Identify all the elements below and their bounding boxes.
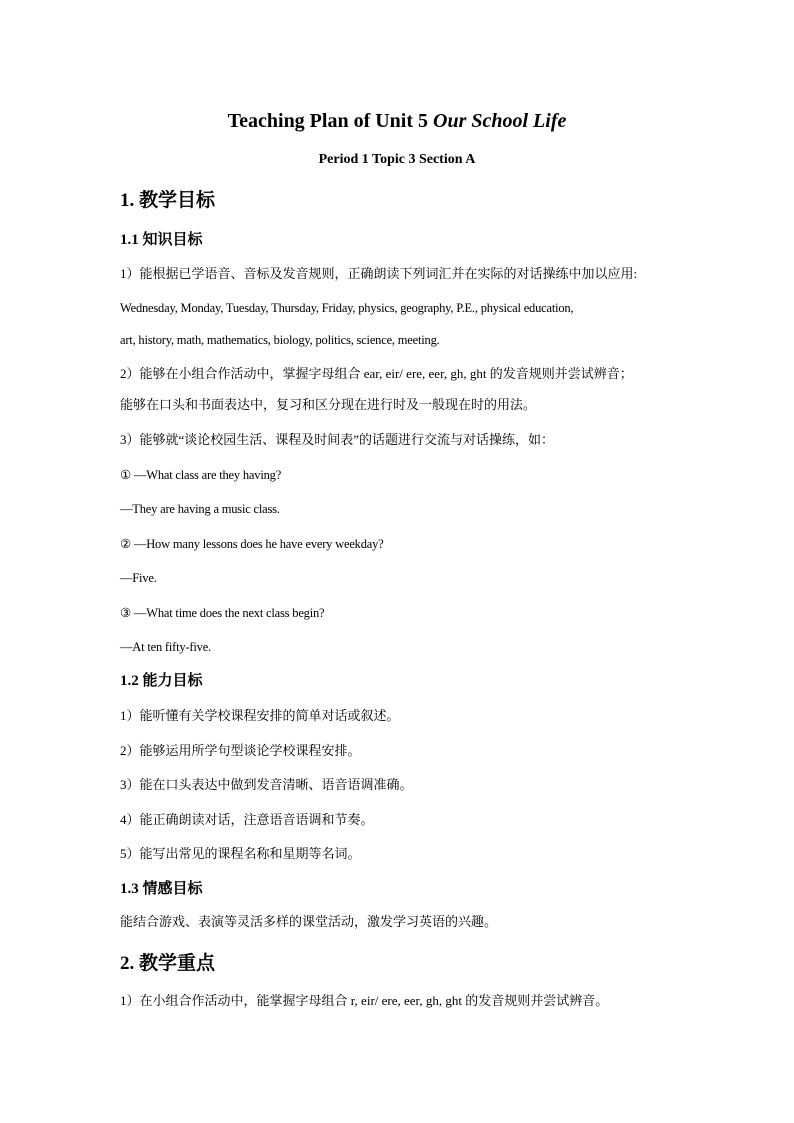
paragraph-line: 1）在小组合作活动中，能掌握字母组合 r, eir/ ere, eer, gh, ght 的发音规则并尝试辨音。 — [120, 993, 609, 1008]
paragraph-line: 1）能听懂有关学校课程安排的简单对话或叙述。 — [120, 708, 400, 723]
paragraph-line: Wednesday, Monday, Tuesday, Thursday, Friday, physics, geography, P.E., physical education, — [120, 301, 574, 315]
dialogue-line: —At ten fifty-five. — [120, 640, 211, 654]
document-title — [0, 108, 794, 134]
paragraph-line: 能够在口头和书面表达中，复习和区分现在进行时及一般现在时的用法。 — [120, 397, 537, 412]
section-heading-objectives: 1. 教学目标 — [120, 190, 216, 211]
section-heading-key-points: 2. 教学重点 — [120, 953, 216, 974]
document-subtitle: Period 1 Topic 3 Section A — [318, 152, 476, 167]
dialogue-line: —They are having a music class. — [120, 502, 280, 516]
title-main-text: Teaching Plan of Unit 5 — [227, 110, 434, 132]
dialogue-line: ③ —What time does the next class begin? — [120, 606, 325, 620]
title-italic-text: Our School Life — [433, 110, 567, 132]
dialogue-line: —Five. — [120, 571, 157, 585]
paragraph-line: 1）能根据已学语音、音标及发音规则，正确朗读下列词汇并在实际的对话操练中加以应用: — [120, 266, 638, 281]
subsection-heading-knowledge: 1.1 知识目标 — [120, 232, 203, 248]
paragraph-line: 3）能够就“谈论校园生活、课程及时间表”的话题进行交流与对话操练，如： — [120, 432, 555, 447]
subsection-heading-emotion: 1.3 情感目标 — [120, 881, 203, 897]
dialogue-line: ② —How many lessons does he have every weekday? — [120, 537, 384, 551]
subsection-heading-ability: 1.2 能力目标 — [120, 673, 203, 689]
paragraph-line: 能结合游戏、表演等灵活多样的课堂活动，激发学习英语的兴趣。 — [120, 914, 498, 929]
paragraph-line: 5）能写出常见的课程名称和星期等名词。 — [120, 846, 361, 861]
paragraph-line: 2）能够在小组合作活动中，掌握字母组合 ear, eir/ ere, eer, gh, ght 的发音规则并尝试辨音； — [120, 366, 633, 381]
paragraph-line: 4）能正确朗读对话，注意语音语调和节奏。 — [120, 812, 374, 827]
paragraph-line: 2）能够运用所学句型谈论学校课程安排。 — [120, 743, 361, 758]
paragraph-line: art, history, math, mathematics, biology, politics, science, meeting. — [120, 333, 440, 347]
paragraph-line: 3）能在口头表达中做到发音清晰、语音语调准确。 — [120, 777, 413, 792]
dialogue-line: ① —What class are they having? — [120, 468, 282, 482]
